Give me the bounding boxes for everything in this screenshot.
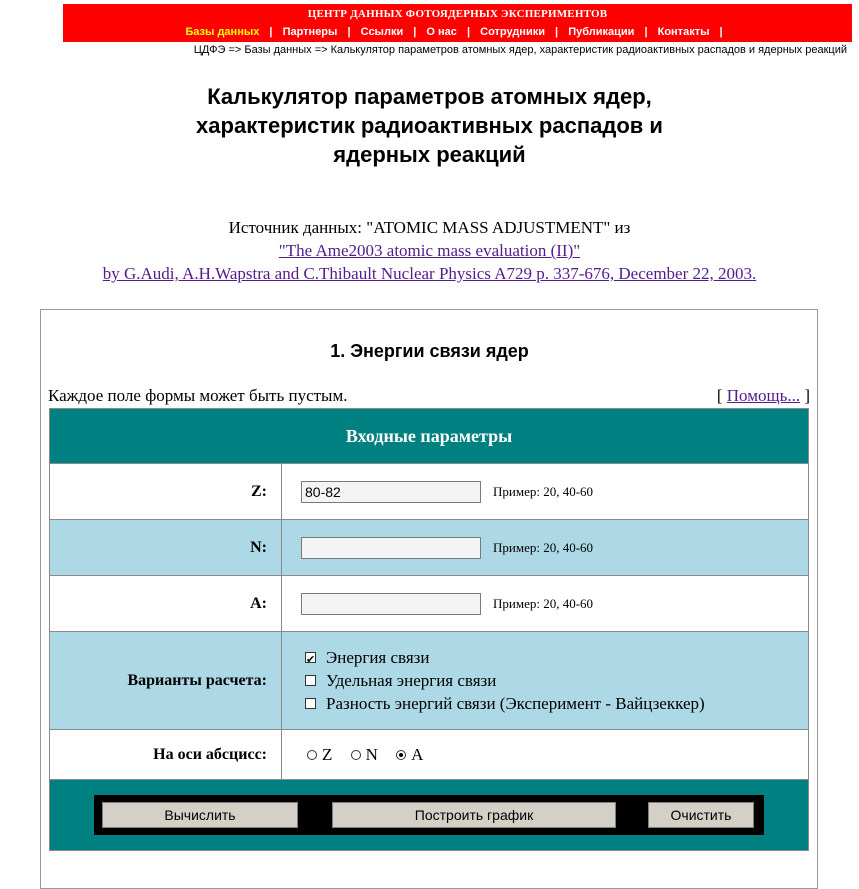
n-label: N: xyxy=(50,520,282,576)
radio-label: Z xyxy=(322,744,333,764)
nav-item-staff[interactable]: Сотрудники xyxy=(480,26,545,38)
nav-separator: | xyxy=(269,26,273,38)
nav-item-databases[interactable]: Базы данных xyxy=(185,26,260,38)
option-binding-energy[interactable] xyxy=(305,646,807,669)
button-row xyxy=(50,780,809,851)
calculate-button[interactable]: Вычислить xyxy=(102,802,298,828)
z-input[interactable] xyxy=(301,481,481,503)
help-bracket-open: [ xyxy=(716,386,727,405)
nav-separator: | xyxy=(644,26,648,38)
nav-separator: | xyxy=(466,26,471,38)
form-note: Каждое поле формы может быть пустым. xyxy=(48,386,348,405)
a-input[interactable] xyxy=(301,593,481,615)
axis-option-z[interactable] xyxy=(307,745,332,765)
source-link-authors[interactable]: by G.Audi, A.H.Wapstra and C.Thibault Nuclear Physics A729 p. 337-676, December 22, 2003. xyxy=(102,264,757,283)
checkbox[interactable] xyxy=(305,652,316,663)
nav-item-partners[interactable]: Партнеры xyxy=(282,26,338,38)
page-title xyxy=(0,82,859,169)
form-header: Входные параметры xyxy=(50,409,809,464)
site-title: ЦЕНТР ДАННЫХ ФОТОЯДЕРНЫХ ЭКСПЕРИМЕНТОВ xyxy=(307,8,608,20)
breadcrumb: ЦДФЭ => Базы данных => Калькулятор параметров атомных ядер, характеристик радиоактивных распадов и ядерных реакций xyxy=(193,44,847,56)
radio-button[interactable] xyxy=(396,750,406,760)
radio-button[interactable] xyxy=(307,750,317,760)
top-banner xyxy=(63,4,852,42)
help-bracket-close: ] xyxy=(800,386,810,405)
axis-option-a[interactable] xyxy=(396,745,423,765)
nav-separator: | xyxy=(719,26,723,38)
options-label: Варианты расчета: xyxy=(50,632,282,730)
option-label: Разность энергий связи (Эксперимент - Вайцзеккер) xyxy=(326,694,705,713)
axis-option-n[interactable] xyxy=(351,745,378,765)
axis-label: На оси абсцисс: xyxy=(50,730,282,780)
z-label: Z: xyxy=(50,464,282,520)
nav-separator: | xyxy=(555,26,559,38)
page-title-line: ядерных реакций xyxy=(333,142,526,167)
data-source xyxy=(0,216,859,285)
main-nav xyxy=(63,26,852,38)
source-text: Источник данных: "ATOMIC MASS ADJUSTMENT" из xyxy=(228,218,631,237)
option-label: Энергия связи xyxy=(326,648,430,667)
nav-item-contacts[interactable]: Контакты xyxy=(657,26,710,38)
n-input[interactable] xyxy=(301,537,481,559)
section-title: 1. Энергии связи ядер xyxy=(330,341,529,361)
radio-label: N xyxy=(365,744,378,764)
radio-button[interactable] xyxy=(351,750,361,760)
option-label: Удельная энергия связи xyxy=(326,671,497,690)
z-example: Пример: 20, 40-60 xyxy=(493,483,594,499)
help xyxy=(717,386,810,406)
source-link-title[interactable]: "The Ame2003 atomic mass evaluation (II)" xyxy=(278,241,581,260)
page-title-line: Калькулятор параметров атомных ядер, xyxy=(207,84,652,109)
nav-item-publications[interactable]: Публикации xyxy=(568,26,635,38)
option-energy-difference[interactable] xyxy=(305,692,807,715)
input-form xyxy=(49,408,809,851)
checkbox[interactable] xyxy=(305,675,316,686)
plot-button[interactable]: Построить график xyxy=(332,802,616,828)
clear-button[interactable]: Очистить xyxy=(648,802,754,828)
nav-item-about[interactable]: О нас xyxy=(426,26,457,38)
a-example: Пример: 20, 40-60 xyxy=(493,595,594,611)
nav-item-links[interactable]: Ссылки xyxy=(360,26,404,38)
n-example: Пример: 20, 40-60 xyxy=(493,539,594,555)
checkbox[interactable] xyxy=(305,698,316,709)
option-specific-binding-energy[interactable] xyxy=(305,669,807,692)
a-label: A: xyxy=(50,576,282,632)
page-title-line: характеристик радиоактивных распадов и xyxy=(196,113,663,138)
radio-label: A xyxy=(411,744,424,764)
nav-separator: | xyxy=(347,26,351,38)
nav-separator: | xyxy=(413,26,417,38)
button-bar xyxy=(94,795,764,835)
help-link[interactable]: Помощь... xyxy=(726,386,801,405)
